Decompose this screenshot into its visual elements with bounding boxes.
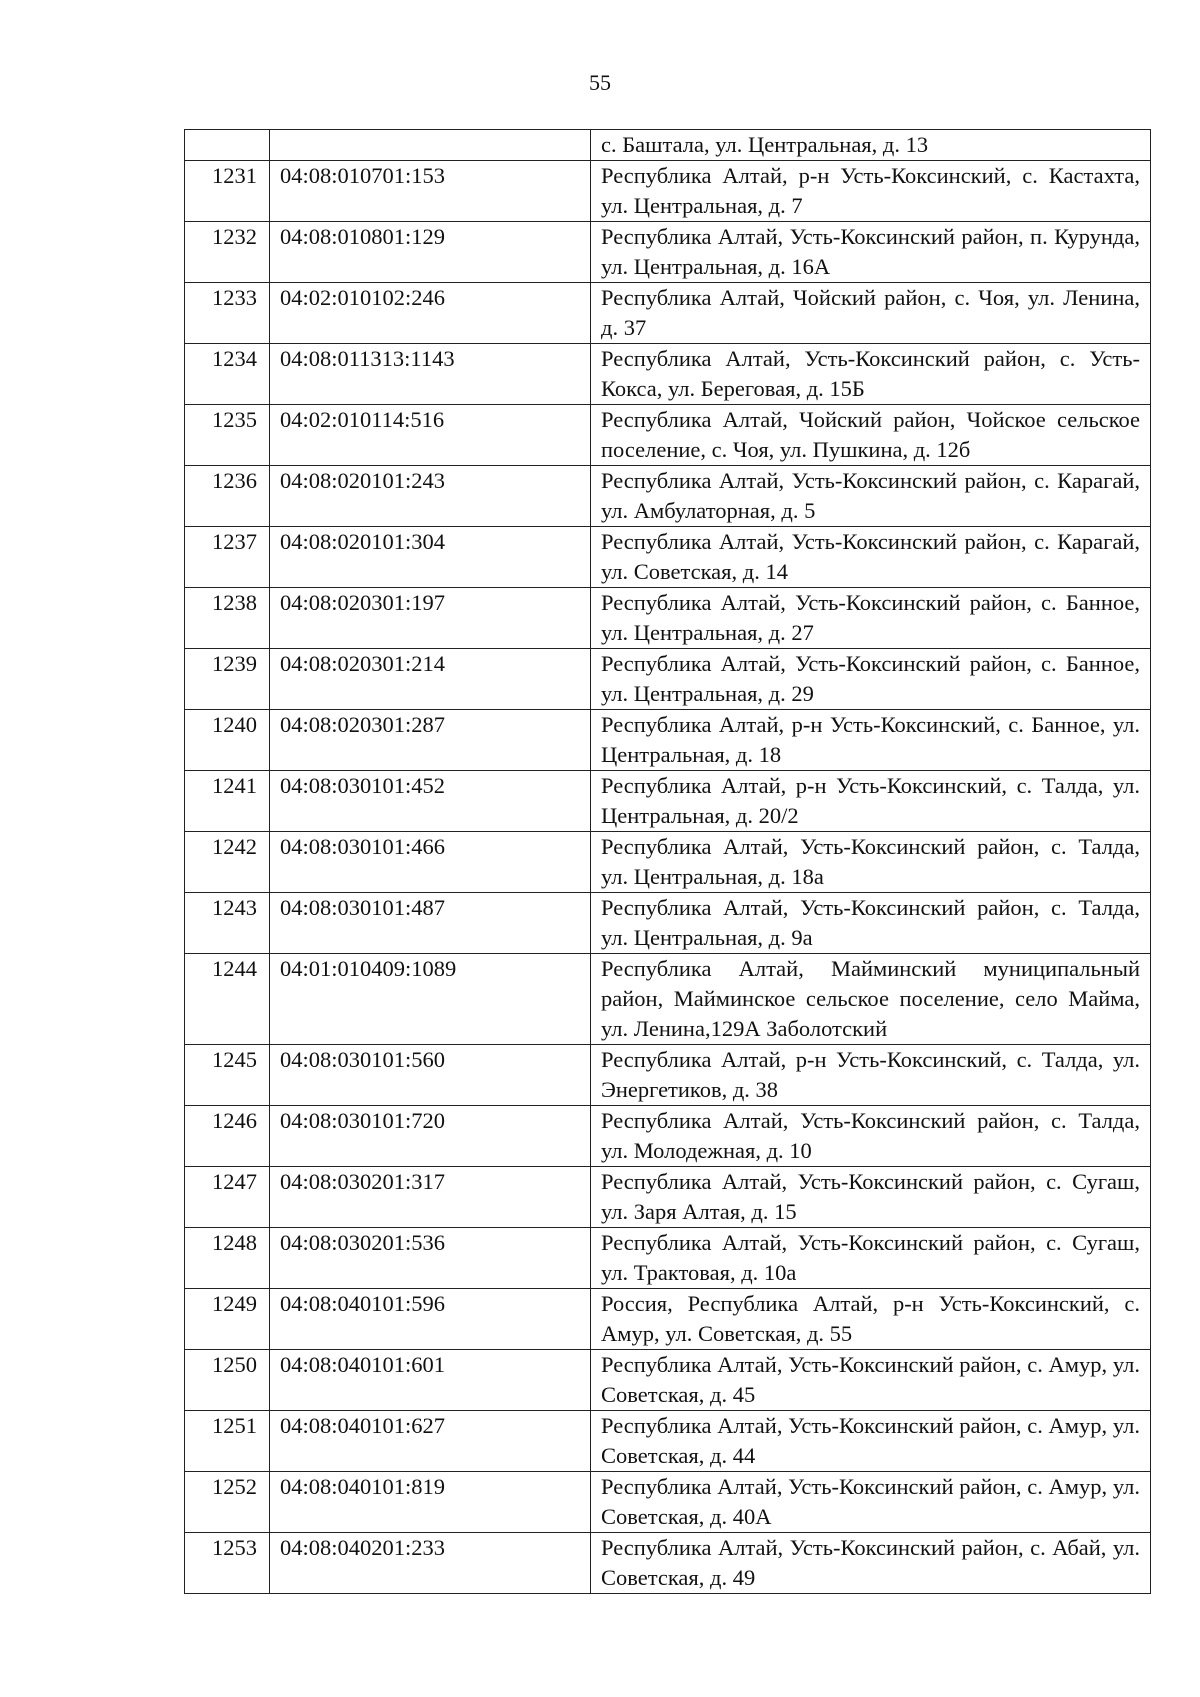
- cadastral-number-cell: 04:08:020101:243: [270, 466, 591, 527]
- address-cell: Республика Алтай, Усть-Коксинский район, с. Абай, ул. Советская, д. 49: [591, 1533, 1151, 1594]
- cadastral-number-cell: 04:08:030201:536: [270, 1228, 591, 1289]
- row-number-cell: 1235: [185, 405, 270, 466]
- table-row: [185, 130, 1151, 161]
- table-row: [185, 527, 1151, 588]
- cadastral-number-cell: 04:08:040101:627: [270, 1411, 591, 1472]
- address-cell: Республика Алтай, Усть-Коксинский район, с. Карагай, ул. Амбулаторная, д. 5: [591, 466, 1151, 527]
- table-row: [185, 1289, 1151, 1350]
- table-row: [185, 954, 1151, 1045]
- address-cell: Республика Алтай, Чойский район, с. Чоя, ул. Ленина, д. 37: [591, 283, 1151, 344]
- address-cell: Республика Алтай, р-н Усть-Коксинский, с. Талда, ул. Центральная, д. 20/2: [591, 771, 1151, 832]
- table-row: [185, 649, 1151, 710]
- row-number-cell: [185, 130, 270, 161]
- cadastral-number-cell: 04:08:020301:197: [270, 588, 591, 649]
- row-number-cell: 1236: [185, 466, 270, 527]
- address-cell: Республика Алтай, Усть-Коксинский район, с. Банное, ул. Центральная, д. 29: [591, 649, 1151, 710]
- table-row: [185, 1167, 1151, 1228]
- address-cell: Республика Алтай, Усть-Коксинский район, с. Талда, ул. Молодежная, д. 10: [591, 1106, 1151, 1167]
- row-number-cell: 1248: [185, 1228, 270, 1289]
- row-number-cell: 1238: [185, 588, 270, 649]
- table-row: [185, 1350, 1151, 1411]
- cadastral-number-cell: 04:08:011313:1143: [270, 344, 591, 405]
- row-number-cell: 1240: [185, 710, 270, 771]
- row-number-cell: 1250: [185, 1350, 270, 1411]
- row-number-cell: 1249: [185, 1289, 270, 1350]
- cadastral-number-cell: 04:08:030101:560: [270, 1045, 591, 1106]
- row-number-cell: 1239: [185, 649, 270, 710]
- cadastral-number-cell: 04:08:040101:819: [270, 1472, 591, 1533]
- address-cell: Республика Алтай, Усть-Коксинский район, п. Курунда, ул. Центральная, д. 16А: [591, 222, 1151, 283]
- table-row: [185, 1472, 1151, 1533]
- table-row: [185, 710, 1151, 771]
- table-row: [185, 161, 1151, 222]
- table-row: [185, 222, 1151, 283]
- cadastral-number-cell: 04:08:020101:304: [270, 527, 591, 588]
- address-cell: Республика Алтай, Майминский муниципальный район, Майминское сельское поселение, село Майма, ул. Ленина,129А Заболотский: [591, 954, 1151, 1045]
- cadastral-number-cell: 04:08:010701:153: [270, 161, 591, 222]
- table-row: [185, 466, 1151, 527]
- row-number-cell: 1251: [185, 1411, 270, 1472]
- row-number-cell: 1247: [185, 1167, 270, 1228]
- cadastral-number-cell: 04:02:010114:516: [270, 405, 591, 466]
- address-cell: Республика Алтай, р-н Усть-Коксинский, с. Банное, ул. Центральная, д. 18: [591, 710, 1151, 771]
- row-number-cell: 1231: [185, 161, 270, 222]
- table-row: [185, 405, 1151, 466]
- cadastral-number-cell: 04:08:030101:487: [270, 893, 591, 954]
- cadastral-number-cell: 04:08:030101:720: [270, 1106, 591, 1167]
- address-cell: Республика Алтай, Усть-Коксинский район, с. Амур, ул. Советская, д. 45: [591, 1350, 1151, 1411]
- row-number-cell: 1253: [185, 1533, 270, 1594]
- table-row: [185, 832, 1151, 893]
- row-number-cell: 1234: [185, 344, 270, 405]
- row-number-cell: 1232: [185, 222, 270, 283]
- row-number-cell: 1245: [185, 1045, 270, 1106]
- table-row: [185, 1106, 1151, 1167]
- table-row: [185, 283, 1151, 344]
- address-cell: Республика Алтай, Усть-Коксинский район, с. Карагай, ул. Советская, д. 14: [591, 527, 1151, 588]
- cadastral-number-cell: 04:08:020301:287: [270, 710, 591, 771]
- address-cell: Республика Алтай, Усть-Коксинский район, с. Талда, ул. Центральная, д. 9а: [591, 893, 1151, 954]
- address-cell: Республика Алтай, р-н Усть-Коксинский, с. Кастахта, ул. Центральная, д. 7: [591, 161, 1151, 222]
- cadastral-number-cell: 04:08:030101:466: [270, 832, 591, 893]
- cadastral-number-cell: 04:08:030101:452: [270, 771, 591, 832]
- cadastral-number-cell: 04:08:030201:317: [270, 1167, 591, 1228]
- address-cell: Республика Алтай, Усть-Коксинский район, с. Банное, ул. Центральная, д. 27: [591, 588, 1151, 649]
- address-cell: Республика Алтай, Чойский район, Чойское сельское поселение, с. Чоя, ул. Пушкина, д. 12б: [591, 405, 1151, 466]
- address-cell: Республика Алтай, Усть-Коксинский район, с. Амур, ул. Советская, д. 44: [591, 1411, 1151, 1472]
- table-row: [185, 1533, 1151, 1594]
- table-row: [185, 344, 1151, 405]
- table-row: [185, 893, 1151, 954]
- address-cell: Республика Алтай, Усть-Коксинский район, с. Сугаш, ул. Трактовая, д. 10а: [591, 1228, 1151, 1289]
- row-number-cell: 1241: [185, 771, 270, 832]
- table-body: [185, 130, 1151, 1594]
- row-number-cell: 1237: [185, 527, 270, 588]
- row-number-cell: 1242: [185, 832, 270, 893]
- cadastral-number-cell: [270, 130, 591, 161]
- row-number-cell: 1252: [185, 1472, 270, 1533]
- address-cell: Республика Алтай, р-н Усть-Коксинский, с. Талда, ул. Энергетиков, д. 38: [591, 1045, 1151, 1106]
- address-cell: Республика Алтай, Усть-Коксинский район, с. Талда, ул. Центральная, д. 18а: [591, 832, 1151, 893]
- property-registry-table: [184, 129, 1151, 1594]
- table-row: [185, 1411, 1151, 1472]
- cadastral-number-cell: 04:08:040101:601: [270, 1350, 591, 1411]
- row-number-cell: 1243: [185, 893, 270, 954]
- table-row: [185, 588, 1151, 649]
- cadastral-number-cell: 04:08:040101:596: [270, 1289, 591, 1350]
- page-number: 55: [589, 70, 611, 95]
- address-cell: Республика Алтай, Усть-Коксинский район, с. Амур, ул. Советская, д. 40А: [591, 1472, 1151, 1533]
- row-number-cell: 1246: [185, 1106, 270, 1167]
- table-row: [185, 1228, 1151, 1289]
- cadastral-number-cell: 04:08:020301:214: [270, 649, 591, 710]
- row-number-cell: 1244: [185, 954, 270, 1045]
- cadastral-number-cell: 04:01:010409:1089: [270, 954, 591, 1045]
- address-cell: Республика Алтай, Усть-Коксинский район, с. Сугаш, ул. Заря Алтая, д. 15: [591, 1167, 1151, 1228]
- cadastral-number-cell: 04:02:010102:246: [270, 283, 591, 344]
- table-row: [185, 771, 1151, 832]
- address-cell: Республика Алтай, Усть-Коксинский район, с. Усть-Кокса, ул. Береговая, д. 15Б: [591, 344, 1151, 405]
- cadastral-number-cell: 04:08:010801:129: [270, 222, 591, 283]
- row-number-cell: 1233: [185, 283, 270, 344]
- address-cell: с. Баштала, ул. Центральная, д. 13: [591, 130, 1151, 161]
- address-cell: Россия, Республика Алтай, р-н Усть-Коксинский, с. Амур, ул. Советская, д. 55: [591, 1289, 1151, 1350]
- table-row: [185, 1045, 1151, 1106]
- cadastral-number-cell: 04:08:040201:233: [270, 1533, 591, 1594]
